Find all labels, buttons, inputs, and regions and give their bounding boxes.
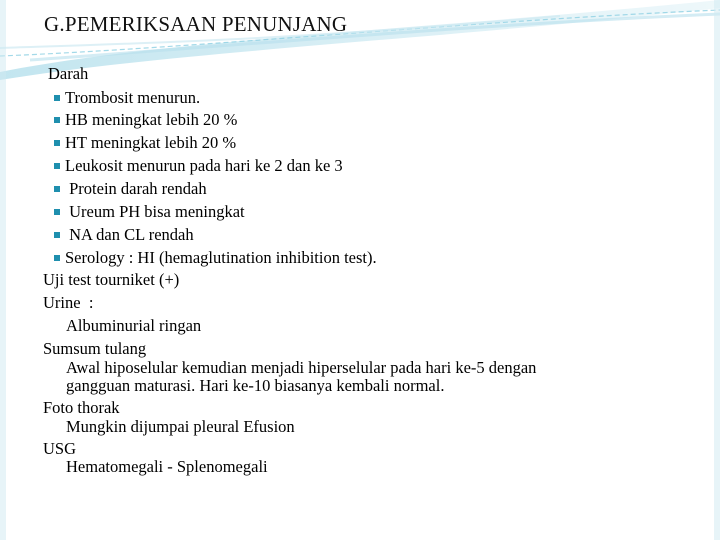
sumsum-detail-line-1: Awal hiposelular kemudian menjadi hiperselular pada hari ke-5 dengan [66, 358, 537, 377]
list-item [54, 88, 200, 108]
list-item-text: Serology : HI (hemaglutination inhibition test). [65, 248, 377, 267]
list-item-text: Protein darah rendah [65, 179, 207, 198]
list-item [54, 225, 194, 245]
square-bullet-icon [54, 209, 60, 215]
usg-heading: USG [43, 439, 77, 458]
list-item [54, 202, 245, 222]
square-bullet-icon [54, 117, 60, 123]
square-bullet-icon [54, 163, 60, 169]
list-item-text: HT meningkat lebih 20 % [65, 133, 237, 152]
darah-heading: Darah [48, 64, 89, 83]
square-bullet-icon [54, 232, 60, 238]
list-item-text: Leukosit menurun pada hari ke 2 dan ke 3 [65, 156, 343, 175]
list-item [54, 156, 343, 176]
foto-detail: Mungkin dijumpai pleural Efusion [66, 417, 295, 436]
slide-title: G.PEMERIKSAAN PENUNJANG [44, 12, 348, 36]
list-item-text: NA dan CL rendah [65, 225, 194, 244]
uji-test-line: Uji test tourniket (+) [43, 270, 180, 289]
list-item-text: HB meningkat lebih 20 % [65, 110, 238, 129]
list-item-text: Trombosit menurun. [65, 88, 201, 107]
square-bullet-icon [54, 255, 60, 261]
usg-detail: Hematomegali - Splenomegali [66, 457, 268, 476]
square-bullet-icon [54, 186, 60, 192]
list-item [54, 179, 207, 199]
sumsum-heading: Sumsum tulang [43, 339, 147, 358]
urine-heading: Urine : [43, 293, 94, 312]
list-item [54, 133, 236, 153]
foto-heading: Foto thorak [43, 398, 120, 417]
list-item-text: Ureum PH bisa meningkat [65, 202, 245, 221]
list-item [54, 248, 377, 268]
square-bullet-icon [54, 140, 60, 146]
list-item [54, 110, 237, 130]
urine-detail: Albuminurial ringan [66, 316, 202, 335]
square-bullet-icon [54, 95, 60, 101]
sumsum-detail-line-2: gangguan maturasi. Hari ke-10 biasanya kembali normal. [66, 376, 445, 395]
